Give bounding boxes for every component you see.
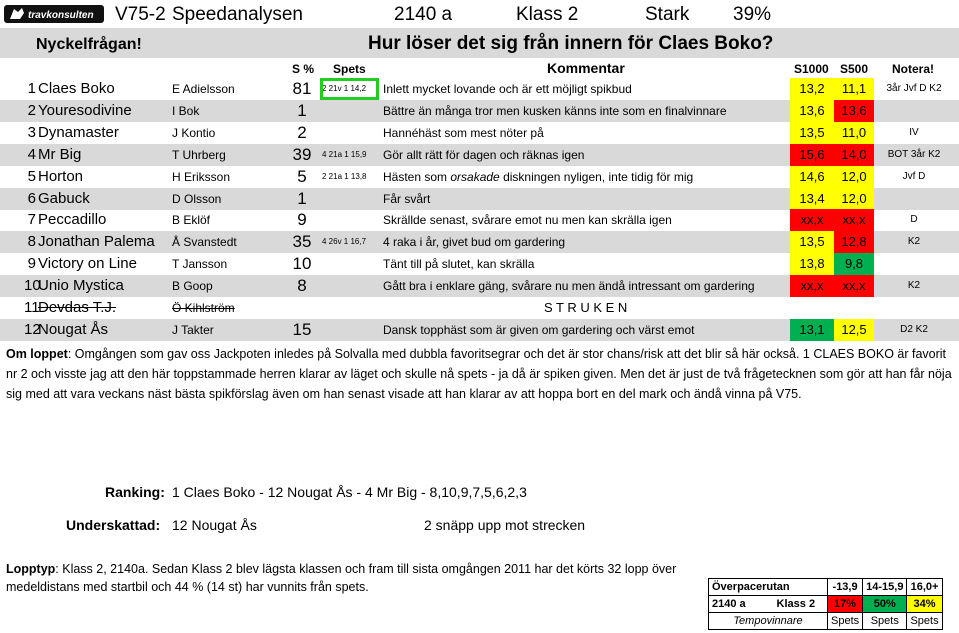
overpace-distance: 2140 a — [709, 596, 765, 613]
spets-stats: 4 21a 1 15,9 — [322, 149, 367, 159]
driver-name: I Bok — [172, 103, 200, 118]
start-number: 5 — [27, 167, 36, 185]
comment-part: diskningen nyligen, inte tidig för mig — [499, 169, 694, 184]
horse-name: Jonathan Palema — [38, 233, 155, 251]
s500-value: 14,0 — [834, 144, 874, 166]
driver-name: J Takter — [172, 322, 214, 337]
horse-name: Dynamaster — [38, 123, 119, 141]
start-number: 8 — [27, 233, 36, 251]
start-number: 9 — [27, 255, 36, 273]
overpace-pct2: 50% — [863, 596, 907, 613]
notera-value — [874, 188, 954, 210]
horse-name: Gabuck — [38, 189, 90, 207]
table-row — [0, 275, 959, 297]
notera-value: IV — [909, 126, 919, 138]
lopptyp-label: Lopptyp — [6, 562, 56, 576]
notera-value: BOT 3år K2 — [887, 148, 941, 160]
overpace-spets-2: Spets — [863, 613, 907, 630]
table-row — [0, 166, 959, 188]
overpace-col2: 14-15,9 — [863, 579, 907, 596]
notera-value — [874, 100, 954, 122]
table-row — [0, 231, 959, 253]
driver-name: D Olsson — [172, 191, 222, 206]
notera-value: D — [910, 214, 918, 226]
comment: Bättre än många tror men kusken känns inte som en finalvinnare — [383, 103, 727, 118]
s500-value: 12,0 — [834, 188, 874, 210]
spets-stats: 2 21v 1 14,2 — [322, 84, 367, 93]
table-row — [0, 297, 959, 319]
comment: Gör allt rätt för dagen och räknas igen — [383, 147, 585, 162]
lopptyp-body: : Klass 2, 2140a. Sedan Klass 2 blev lägsta klassen och fram till sista omgången 2011 har det körts 32 lopp över medeldistans med startbil och 44 % (14 st) har vunnits från spets. — [6, 562, 677, 594]
s1000-value: 13,5 — [790, 231, 834, 253]
spel-percent: 35 — [292, 232, 312, 252]
spel-percent: 1 — [297, 188, 307, 208]
spel-percent: 39 — [292, 144, 312, 164]
table-row — [0, 253, 959, 275]
comment: Får svårt — [383, 191, 431, 206]
table-row — [0, 319, 959, 341]
spets-stats: 4 26v 1 16,7 — [322, 237, 367, 247]
s1000-value: 13,2 — [790, 78, 834, 100]
comment: Gått bra i enklare gäng, svårare nu men ändå intressant om gardering — [383, 279, 755, 294]
s1000-value: 13,8 — [790, 253, 834, 275]
notera-value: K2 — [907, 236, 921, 248]
logo-text: travkonsulten — [28, 10, 94, 21]
spets-stats: 2 21a 1 13,8 — [322, 171, 367, 181]
page-title: Speedanalysen — [172, 4, 303, 25]
race-class: Klass 2 — [516, 4, 579, 25]
notera-value: Jvf D — [902, 170, 926, 182]
s1000-value: 14,6 — [790, 166, 834, 188]
comment: Dansk topphäst som är given om gardering och värst emot — [383, 322, 695, 337]
s1000-value: 13,4 — [790, 188, 834, 210]
table-row — [0, 209, 959, 231]
driver-name: J Kontio — [172, 125, 216, 140]
comment: S T R U K E N — [544, 300, 628, 315]
s500-value: 12,5 — [834, 319, 874, 341]
table-row — [0, 100, 959, 122]
col-sp: S % — [292, 62, 315, 76]
comment: Inlett mycket lovande och är ett möjligt spikbud — [383, 82, 632, 96]
col-spets: Spets — [333, 62, 366, 76]
driver-name: Å Svanstedt — [172, 235, 237, 250]
ranking-value: 1 Claes Boko - 12 Nougat Ås - 4 Mr Big - 8,10,9,7,5,6,2,3 — [172, 484, 527, 500]
comment-part: Hästen som — [383, 169, 451, 184]
comment-part: orsakade — [450, 169, 500, 184]
lopptyp-text — [6, 560, 706, 596]
s500-value: 11,1 — [834, 78, 874, 100]
horse-name: Peccadillo — [38, 211, 107, 229]
s500-value: xx,x — [834, 209, 874, 231]
overpace-title: Överpacerutan — [709, 579, 828, 596]
start-number: 1 — [27, 80, 36, 97]
s1000-value: xx,x — [790, 275, 834, 297]
notera-value: D2 K2 — [900, 323, 928, 335]
overpace-table — [708, 578, 943, 630]
start-number: 7 — [27, 211, 36, 229]
driver-name: T Jansson — [172, 257, 228, 272]
spel-percent: 10 — [292, 254, 312, 274]
col-s1000: S1000 — [794, 62, 829, 76]
travkonsulten-logo — [4, 3, 104, 25]
horse-name: Nougat Ås — [38, 320, 109, 338]
overpace-col3: 16,0+ — [907, 579, 942, 596]
notera-value: 3år Jvf D K2 — [886, 83, 942, 94]
comment: Hannéhäst som mest nöter på — [383, 125, 544, 140]
overpace-pct3: 34% — [907, 596, 942, 613]
start-number: 11 — [24, 299, 40, 316]
col-s500: S500 — [840, 62, 869, 76]
table-row — [0, 144, 959, 166]
race-description — [6, 344, 956, 404]
spel-percent: 8 — [297, 276, 307, 296]
driver-name: B Eklöf — [172, 213, 211, 228]
underskattad-value: 12 Nougat Ås — [172, 517, 257, 533]
driver-name: H Eriksson — [172, 169, 231, 184]
s500-value: 12,0 — [834, 166, 874, 188]
notera-value: K2 — [907, 280, 921, 292]
spets-highlight-box — [320, 78, 379, 100]
overpace-pct1: 17% — [828, 596, 863, 613]
s500-value: 9,8 — [834, 253, 874, 275]
col-kommentar: Kommentar — [547, 60, 625, 76]
s1000-value — [790, 297, 834, 319]
driver-name: T Uhrberg — [172, 147, 226, 162]
driver-name: E Adielsson — [172, 82, 235, 96]
start-number: 4 — [27, 145, 36, 163]
start-number: 6 — [27, 189, 36, 207]
notera-value — [874, 253, 954, 275]
race-strength: Stark — [645, 4, 690, 25]
horse-name: Victory on Line — [38, 255, 137, 273]
col-notera: Notera! — [892, 62, 935, 76]
s1000-value: xx,x — [790, 209, 834, 231]
s1000-value: 13,5 — [790, 122, 834, 144]
s500-value: xx,x — [834, 275, 874, 297]
om-loppet-text: : Omgången som gav oss Jackpoten inledes på Solvalla med dubbla favoritsegrar och det är stor chans/risk att det blir så här också. 1 CLAES BOKO är favorit nr 2 och visste jag att den här toppstammade herren klarar av läget och skulle nå spets - ja då är spiken given. Men det är just de två frågetecknen som gör att han får nöja sig med att vara veckans näst bästa spikförslag även om han senast visade att han klarar av att hoppa bort en del mark och ändå vinna på V75. — [6, 347, 952, 401]
horse-name: Unio Mystica — [38, 277, 124, 295]
driver-name: B Goop — [172, 279, 213, 294]
key-question-label: Nyckelfrågan! — [36, 36, 142, 53]
comment: 4 raka i år, givet bud om gardering — [383, 235, 566, 250]
spel-percent: 2 — [297, 122, 307, 142]
spel-percent: 1 — [297, 100, 307, 120]
overpace-col1: -13,9 — [828, 579, 863, 596]
spel-percent: 5 — [297, 166, 307, 186]
s1000-value: 13,6 — [790, 100, 834, 122]
table-row — [0, 78, 959, 100]
overpace-tempo: Tempovinnare — [709, 613, 828, 630]
start-number: 3 — [27, 123, 36, 141]
comment: Tänt till på slutet, kan skrälla — [383, 257, 535, 272]
underskattad-label: Underskattad: — [66, 517, 161, 533]
s500-value — [834, 297, 874, 319]
spel-percent — [278, 297, 326, 319]
horse-name: Horton — [38, 167, 84, 185]
s1000-value: 15,6 — [790, 144, 834, 166]
horse-name: Claes Boko — [38, 80, 115, 97]
race-distance: 2140 a — [394, 4, 453, 25]
spel-percent: 15 — [292, 319, 312, 339]
s1000-value: 13,1 — [790, 319, 834, 341]
horse-name: Mr Big — [38, 145, 82, 163]
key-question: Hur löser det sig från innern för Claes Boko? — [368, 33, 774, 54]
comment: Skrällde senast, svårare emot nu men kan skrälla igen — [383, 213, 672, 228]
table-row — [0, 122, 959, 144]
s500-value: 13,6 — [834, 100, 874, 122]
horse-name: Youresodivine — [38, 101, 132, 119]
race-number: V75-2 — [115, 4, 166, 25]
om-loppet-label: Om loppet — [6, 347, 68, 361]
overpace-spets-1: Spets — [828, 613, 863, 630]
driver-name: Ö Kihlström — [172, 301, 235, 315]
overpace-spets-3: Spets — [907, 613, 942, 630]
ranking-label: Ranking: — [105, 484, 165, 500]
spel-percent: 9 — [297, 210, 307, 230]
underskattad-note: 2 snäpp upp mot strecken — [424, 517, 586, 533]
start-number: 12 — [24, 320, 41, 338]
start-number: 2 — [27, 101, 36, 119]
race-percent: 39% — [733, 4, 772, 25]
comment — [383, 166, 693, 188]
table-row — [0, 188, 959, 210]
s500-value: 11,0 — [834, 122, 874, 144]
overpace-klass: Klass 2 — [765, 596, 828, 613]
start-number: 10 — [24, 277, 41, 295]
spel-percent: 81 — [292, 79, 312, 98]
s500-value: 12,8 — [834, 231, 874, 253]
horse-name: Devdas T.J. — [38, 299, 117, 316]
notera-value — [874, 297, 954, 319]
